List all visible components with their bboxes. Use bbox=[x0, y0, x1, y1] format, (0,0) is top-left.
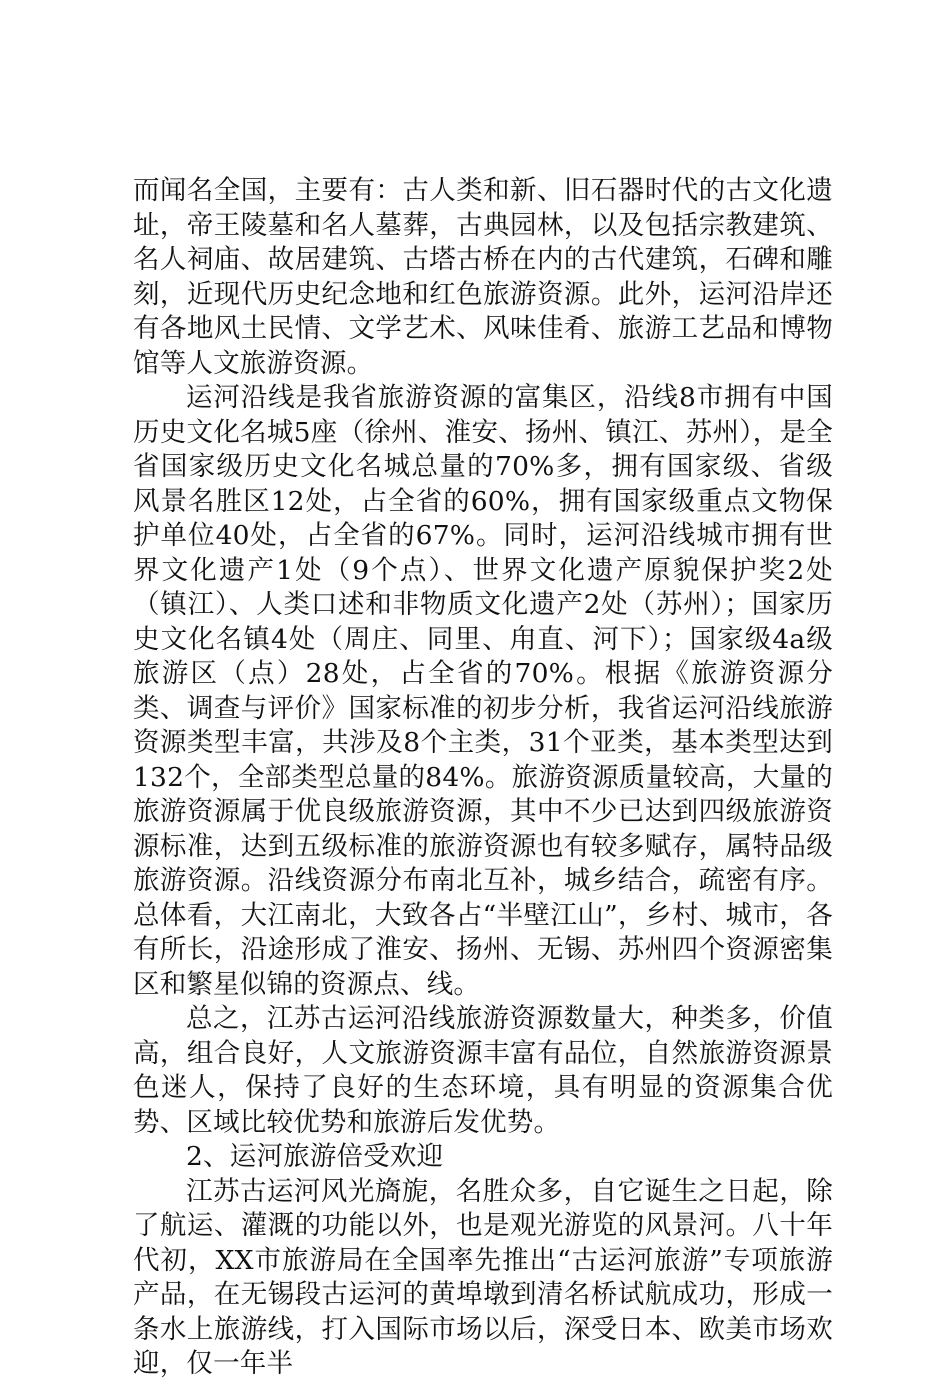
section-heading-canal-tourism: 2、运河旅游倍受欢迎 bbox=[186, 1141, 444, 1172]
paragraph-canal-resources: 运河沿线是我省旅游资源的富集区，沿线8市拥有中国历史文化名城5座（徐州、淮安、扬州、镇江、苏州），是全省国家级历史文化名城总量的70%多，拥有国家级、省级风景名胜区12处，占全省的60%，拥有国家级重点文物保护单位40处，占全省的67%。同时，运河沿线城市拥有世界文化遗产1处（9个点）、世界文化遗产原貌保护奖2处（镇江）、人类口述和非物质文化遗产2处（苏州）；国家历史文化名镇4处（周庄、同里、甪直、河下）；国家级4a级旅游区（点）28处，占全省的70%。根据《旅游资源分类、调查与评价》国家标准的初步分析，我省运河沿线旅游资源类型丰富，共涉及8个主类，31个亚类，基本类型达到132个，全部类型总量的84%。旅游资源质量较高，大量的旅游资源属于优良级旅游资源，其中不少已达到四级旅游资源标准，达到五级标准的旅游资源也有较多赋存，属特品级旅游资源。沿线资源分布南北互补，城乡结合，疏密有序。总体看，大江南北，大致各占“半壁江山”，乡村、城市，各有所长，沿途形成了淮安、扬州、无锡、苏州四个资源密集区和繁星似锦的资源点、线。 bbox=[133, 382, 833, 1000]
paragraph-canal-tourism: 江苏古运河风光旖旎，名胜众多，自它诞生之日起，除了航运、灌溉的功能以外，也是观光游览的风景河。八十年代初，XX市旅游局在全国率先推出“古运河旅游”专项旅游产品，在无锡段古运河的黄埠墩到清名桥试航成功，形成一条水上旅游线，打入国际市场以后，深受日本、欧美市场欢迎，仅一年半 bbox=[133, 1175, 833, 1379]
document-body bbox=[133, 174, 833, 1382]
paragraph-summary: 总之，江苏古运河沿线旅游资源数量大，种类多，价值高，组合良好，人文旅游资源丰富有品位，自然旅游资源景色迷人，保持了良好的生态环境，具有明显的资源集合优势、区域比较优势和旅游后发优势。 bbox=[133, 1003, 833, 1138]
paragraph-intro-continued: 而闻名全国，主要有：古人类和新、旧石器时代的古文化遗址，帝王陵墓和名人墓葬，古典园林，以及包括宗教建筑、名人祠庙、故居建筑、古塔古桥在内的古代建筑，石碑和雕刻，近现代历史纪念地和红色旅游资源。此外，运河沿岸还有各地风土民情、文学艺术、风味佳肴、旅游工艺品和博物馆等人文旅游资源。 bbox=[133, 175, 833, 379]
